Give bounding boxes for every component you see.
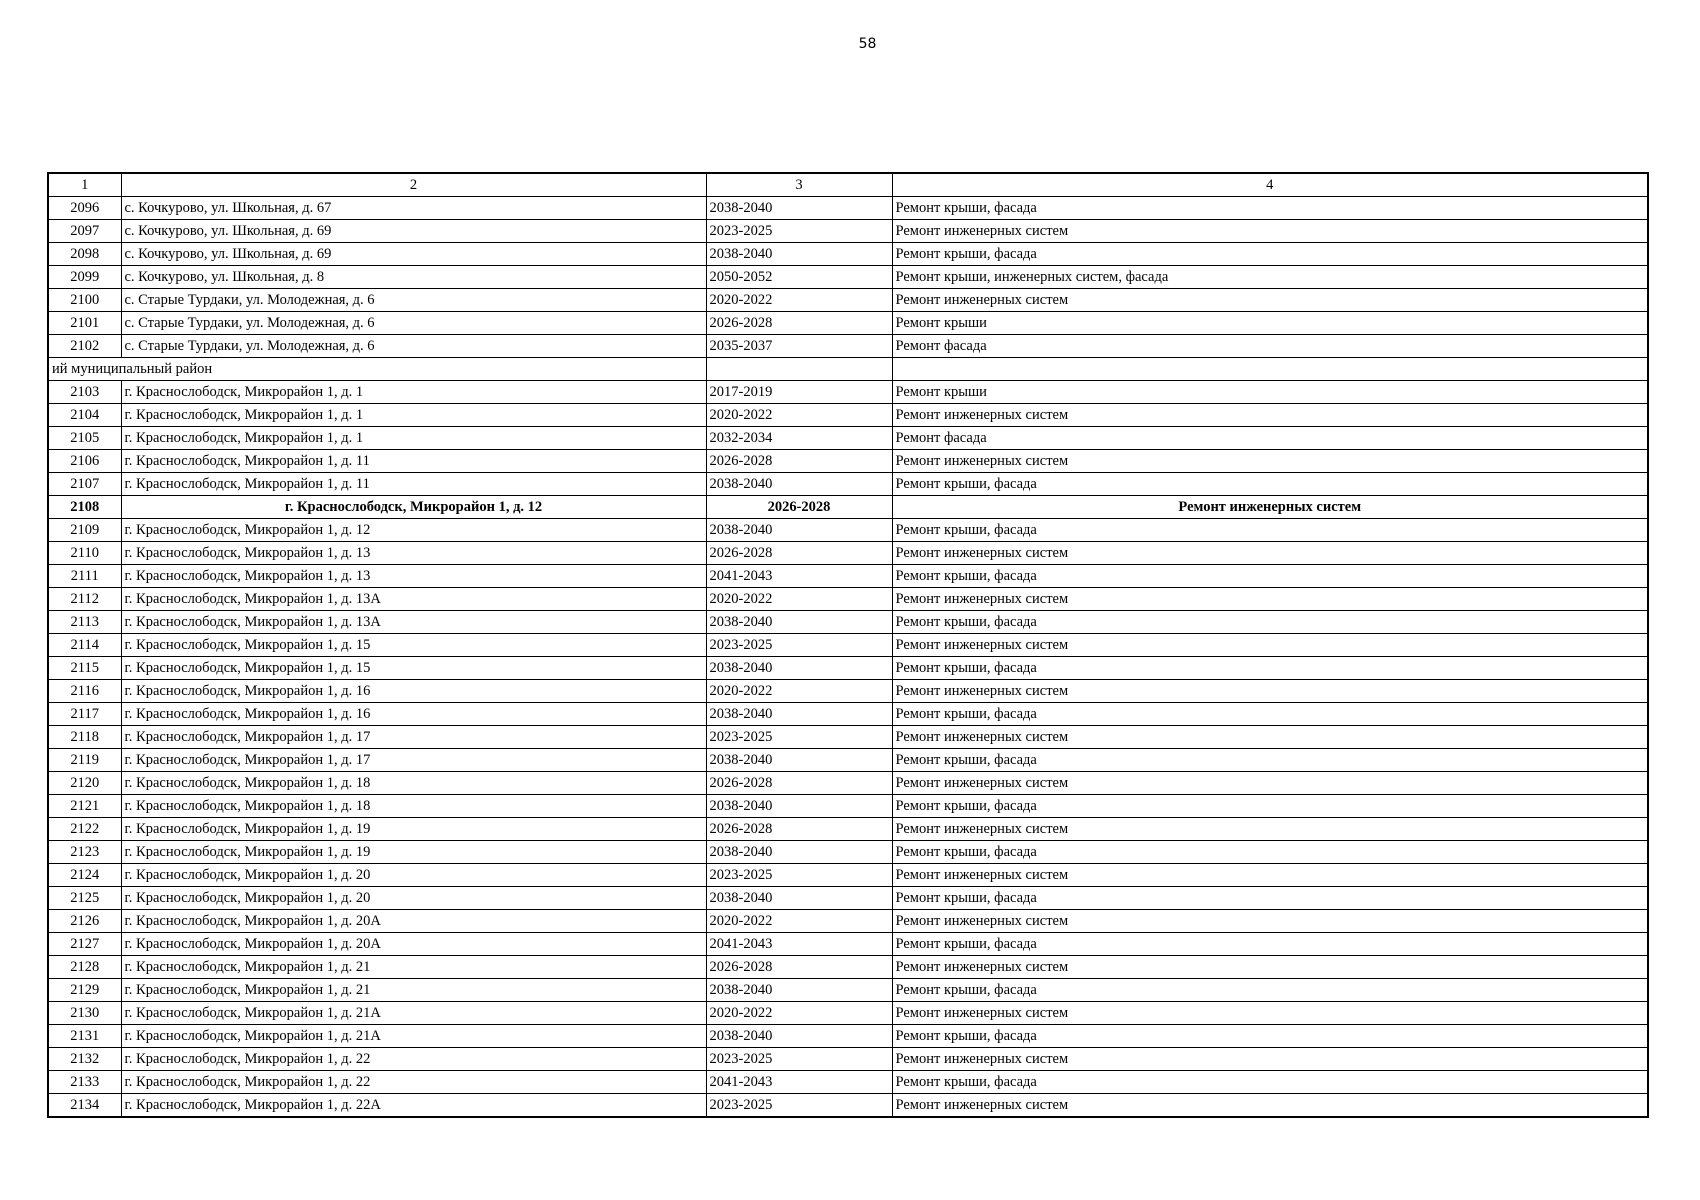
row-work-type: Ремонт крыши, фасада <box>892 979 1648 1002</box>
section-title: ий муниципальный район <box>48 358 706 381</box>
row-period: 2020-2022 <box>706 680 892 703</box>
row-number: 2101 <box>48 312 121 335</box>
table-row <box>48 772 1648 795</box>
row-work-type: Ремонт инженерных систем <box>892 496 1648 519</box>
row-number: 2103 <box>48 381 121 404</box>
row-period: 2023-2025 <box>706 1048 892 1071</box>
row-number: 2122 <box>48 818 121 841</box>
row-address: г. Краснослободск, Микрорайон 1, д. 18 <box>121 795 706 818</box>
table-row <box>48 519 1648 542</box>
row-period: 2038-2040 <box>706 197 892 220</box>
row-address: г. Краснослободск, Микрорайон 1, д. 11 <box>121 473 706 496</box>
row-address: г. Краснослободск, Микрорайон 1, д. 20А <box>121 933 706 956</box>
row-address: г. Краснослободск, Микрорайон 1, д. 21 <box>121 956 706 979</box>
table-row <box>48 197 1648 220</box>
row-work-type: Ремонт инженерных систем <box>892 864 1648 887</box>
row-period: 2038-2040 <box>706 519 892 542</box>
row-period: 2038-2040 <box>706 657 892 680</box>
row-address: г. Краснослободск, Микрорайон 1, д. 11 <box>121 450 706 473</box>
row-address: г. Краснослободск, Микрорайон 1, д. 20 <box>121 864 706 887</box>
table-row <box>48 910 1648 933</box>
row-work-type: Ремонт крыши, фасада <box>892 473 1648 496</box>
row-number: 2126 <box>48 910 121 933</box>
table-row <box>48 266 1648 289</box>
row-number: 2129 <box>48 979 121 1002</box>
empty-cell <box>892 358 1648 381</box>
row-number: 2124 <box>48 864 121 887</box>
row-number: 2131 <box>48 1025 121 1048</box>
column-number: 1 <box>48 173 121 197</box>
row-work-type: Ремонт инженерных систем <box>892 726 1648 749</box>
row-work-type: Ремонт крыши, фасада <box>892 657 1648 680</box>
row-work-type: Ремонт инженерных систем <box>892 818 1648 841</box>
row-address: г. Краснослободск, Микрорайон 1, д. 17 <box>121 726 706 749</box>
row-number: 2107 <box>48 473 121 496</box>
row-address: г. Краснослободск, Микрорайон 1, д. 15 <box>121 634 706 657</box>
row-period: 2026-2028 <box>706 450 892 473</box>
row-period: 2038-2040 <box>706 887 892 910</box>
row-address: с. Кочкурово, ул. Школьная, д. 69 <box>121 220 706 243</box>
table-row <box>48 1048 1648 1071</box>
row-work-type: Ремонт крыши, фасада <box>892 1071 1648 1094</box>
row-work-type: Ремонт крыши, инженерных систем, фасада <box>892 266 1648 289</box>
table-row <box>48 1071 1648 1094</box>
row-number: 2096 <box>48 197 121 220</box>
row-number: 2108 <box>48 496 121 519</box>
row-number: 2121 <box>48 795 121 818</box>
row-address: г. Краснослободск, Микрорайон 1, д. 21 <box>121 979 706 1002</box>
table-row <box>48 496 1648 519</box>
row-number: 2118 <box>48 726 121 749</box>
row-work-type: Ремонт крыши, фасада <box>892 795 1648 818</box>
row-work-type: Ремонт крыши, фасада <box>892 887 1648 910</box>
table-row <box>48 542 1648 565</box>
row-number: 2127 <box>48 933 121 956</box>
row-number: 2109 <box>48 519 121 542</box>
row-period: 2038-2040 <box>706 795 892 818</box>
row-work-type: Ремонт крыши, фасада <box>892 841 1648 864</box>
row-address: с. Старые Турдаки, ул. Молодежная, д. 6 <box>121 312 706 335</box>
row-work-type: Ремонт крыши, фасада <box>892 749 1648 772</box>
row-address: с. Кочкурово, ул. Школьная, д. 69 <box>121 243 706 266</box>
row-address: с. Старые Турдаки, ул. Молодежная, д. 6 <box>121 335 706 358</box>
row-work-type: Ремонт крыши, фасада <box>892 1025 1648 1048</box>
table-row <box>48 657 1648 680</box>
row-number: 2128 <box>48 956 121 979</box>
row-period: 2023-2025 <box>706 726 892 749</box>
row-work-type: Ремонт инженерных систем <box>892 910 1648 933</box>
row-work-type: Ремонт инженерных систем <box>892 450 1648 473</box>
row-address: г. Краснослободск, Микрорайон 1, д. 20 <box>121 887 706 910</box>
register-table <box>47 172 1649 1118</box>
row-period: 2038-2040 <box>706 749 892 772</box>
row-period: 2035-2037 <box>706 335 892 358</box>
row-period: 2020-2022 <box>706 404 892 427</box>
row-period: 2032-2034 <box>706 427 892 450</box>
row-number: 2098 <box>48 243 121 266</box>
row-number: 2132 <box>48 1048 121 1071</box>
row-work-type: Ремонт крыши, фасада <box>892 197 1648 220</box>
row-period: 2026-2028 <box>706 772 892 795</box>
row-number: 2125 <box>48 887 121 910</box>
row-period: 2020-2022 <box>706 910 892 933</box>
row-work-type: Ремонт крыши, фасада <box>892 519 1648 542</box>
row-number: 2104 <box>48 404 121 427</box>
row-period: 2020-2022 <box>706 1002 892 1025</box>
row-work-type: Ремонт крыши, фасада <box>892 703 1648 726</box>
row-work-type: Ремонт инженерных систем <box>892 772 1648 795</box>
table-row <box>48 864 1648 887</box>
table-row <box>48 634 1648 657</box>
row-number: 2097 <box>48 220 121 243</box>
table-row <box>48 1002 1648 1025</box>
row-address: г. Краснослободск, Микрорайон 1, д. 13 <box>121 542 706 565</box>
table-row <box>48 703 1648 726</box>
row-work-type: Ремонт крыши, фасада <box>892 243 1648 266</box>
row-number: 2115 <box>48 657 121 680</box>
row-period: 2038-2040 <box>706 979 892 1002</box>
row-period: 2026-2028 <box>706 542 892 565</box>
row-number: 2114 <box>48 634 121 657</box>
table-row <box>48 381 1648 404</box>
row-address: г. Краснослободск, Микрорайон 1, д. 20А <box>121 910 706 933</box>
table-row <box>48 726 1648 749</box>
row-period: 2026-2028 <box>706 818 892 841</box>
table-row <box>48 680 1648 703</box>
row-period: 2038-2040 <box>706 243 892 266</box>
row-work-type: Ремонт инженерных систем <box>892 634 1648 657</box>
row-address: г. Краснослободск, Микрорайон 1, д. 13А <box>121 588 706 611</box>
row-work-type: Ремонт инженерных систем <box>892 220 1648 243</box>
row-number: 2099 <box>48 266 121 289</box>
row-address: с. Кочкурово, ул. Школьная, д. 8 <box>121 266 706 289</box>
row-work-type: Ремонт крыши, фасада <box>892 565 1648 588</box>
row-number: 2102 <box>48 335 121 358</box>
row-period: 2041-2043 <box>706 565 892 588</box>
column-number: 4 <box>892 173 1648 197</box>
row-work-type: Ремонт инженерных систем <box>892 404 1648 427</box>
row-period: 2038-2040 <box>706 703 892 726</box>
row-number: 2110 <box>48 542 121 565</box>
row-work-type: Ремонт инженерных систем <box>892 289 1648 312</box>
row-work-type: Ремонт крыши <box>892 381 1648 404</box>
row-address: г. Краснослободск, Микрорайон 1, д. 22 <box>121 1048 706 1071</box>
table-row <box>48 611 1648 634</box>
row-work-type: Ремонт фасада <box>892 335 1648 358</box>
table-row <box>48 956 1648 979</box>
row-number: 2100 <box>48 289 121 312</box>
row-number: 2111 <box>48 565 121 588</box>
column-number-row <box>48 173 1648 197</box>
section-row <box>48 358 1648 381</box>
row-period: 2041-2043 <box>706 1071 892 1094</box>
row-period: 2038-2040 <box>706 1025 892 1048</box>
table-row <box>48 887 1648 910</box>
table-row <box>48 565 1648 588</box>
row-work-type: Ремонт крыши, фасада <box>892 611 1648 634</box>
row-address: г. Краснослободск, Микрорайон 1, д. 16 <box>121 680 706 703</box>
table-row <box>48 841 1648 864</box>
page-number: 58 <box>858 36 877 52</box>
column-number: 3 <box>706 173 892 197</box>
row-address: г. Краснослободск, Микрорайон 1, д. 13 <box>121 565 706 588</box>
empty-cell <box>706 358 892 381</box>
row-work-type: Ремонт инженерных систем <box>892 542 1648 565</box>
row-number: 2130 <box>48 1002 121 1025</box>
row-work-type: Ремонт фасада <box>892 427 1648 450</box>
row-period: 2041-2043 <box>706 933 892 956</box>
row-period: 2020-2022 <box>706 289 892 312</box>
table-row <box>48 335 1648 358</box>
row-address: г. Краснослободск, Микрорайон 1, д. 13А <box>121 611 706 634</box>
row-address: г. Краснослободск, Микрорайон 1, д. 15 <box>121 657 706 680</box>
row-work-type: Ремонт инженерных систем <box>892 1094 1648 1118</box>
table-row <box>48 749 1648 772</box>
row-address: г. Краснослободск, Микрорайон 1, д. 19 <box>121 841 706 864</box>
table-row <box>48 450 1648 473</box>
row-number: 2119 <box>48 749 121 772</box>
row-period: 2023-2025 <box>706 220 892 243</box>
row-period: 2026-2028 <box>706 496 892 519</box>
table-body <box>48 173 1648 1117</box>
row-address: г. Краснослободск, Микрорайон 1, д. 1 <box>121 427 706 450</box>
table-row <box>48 588 1648 611</box>
row-address: г. Краснослободск, Микрорайон 1, д. 21А <box>121 1002 706 1025</box>
table-row <box>48 818 1648 841</box>
row-work-type: Ремонт инженерных систем <box>892 1002 1648 1025</box>
row-address: с. Кочкурово, ул. Школьная, д. 67 <box>121 197 706 220</box>
table-row <box>48 979 1648 1002</box>
row-address: г. Краснослободск, Микрорайон 1, д. 22А <box>121 1094 706 1118</box>
row-address: г. Краснослободск, Микрорайон 1, д. 21А <box>121 1025 706 1048</box>
table-row <box>48 933 1648 956</box>
table-row <box>48 220 1648 243</box>
row-period: 2023-2025 <box>706 1094 892 1118</box>
row-number: 2123 <box>48 841 121 864</box>
row-work-type: Ремонт инженерных систем <box>892 680 1648 703</box>
table-row <box>48 1094 1648 1118</box>
row-number: 2113 <box>48 611 121 634</box>
row-address: г. Краснослободск, Микрорайон 1, д. 1 <box>121 381 706 404</box>
row-period: 2050-2052 <box>706 266 892 289</box>
table-row <box>48 243 1648 266</box>
row-period: 2038-2040 <box>706 611 892 634</box>
row-period: 2020-2022 <box>706 588 892 611</box>
row-address: г. Краснослободск, Микрорайон 1, д. 17 <box>121 749 706 772</box>
row-number: 2120 <box>48 772 121 795</box>
row-address: г. Краснослободск, Микрорайон 1, д. 19 <box>121 818 706 841</box>
row-address: г. Краснослободск, Микрорайон 1, д. 12 <box>121 519 706 542</box>
row-address: г. Краснослободск, Микрорайон 1, д. 1 <box>121 404 706 427</box>
table-row <box>48 289 1648 312</box>
row-period: 2038-2040 <box>706 841 892 864</box>
row-address: г. Краснослободск, Микрорайон 1, д. 16 <box>121 703 706 726</box>
row-work-type: Ремонт инженерных систем <box>892 956 1648 979</box>
row-number: 2133 <box>48 1071 121 1094</box>
row-number: 2105 <box>48 427 121 450</box>
row-work-type: Ремонт крыши, фасада <box>892 933 1648 956</box>
row-number: 2106 <box>48 450 121 473</box>
table-row <box>48 404 1648 427</box>
row-period: 2038-2040 <box>706 473 892 496</box>
table-row <box>48 1025 1648 1048</box>
column-number: 2 <box>121 173 706 197</box>
row-address: г. Краснослободск, Микрорайон 1, д. 12 <box>121 496 706 519</box>
row-work-type: Ремонт инженерных систем <box>892 588 1648 611</box>
row-address: с. Старые Турдаки, ул. Молодежная, д. 6 <box>121 289 706 312</box>
row-number: 2112 <box>48 588 121 611</box>
row-address: г. Краснослободск, Микрорайон 1, д. 18 <box>121 772 706 795</box>
table-row <box>48 427 1648 450</box>
table-row <box>48 795 1648 818</box>
row-period: 2026-2028 <box>706 956 892 979</box>
row-number: 2134 <box>48 1094 121 1118</box>
row-period: 2023-2025 <box>706 634 892 657</box>
row-period: 2023-2025 <box>706 864 892 887</box>
row-number: 2117 <box>48 703 121 726</box>
row-work-type: Ремонт крыши <box>892 312 1648 335</box>
row-period: 2026-2028 <box>706 312 892 335</box>
table-row <box>48 473 1648 496</box>
row-period: 2017-2019 <box>706 381 892 404</box>
row-number: 2116 <box>48 680 121 703</box>
row-address: г. Краснослободск, Микрорайон 1, д. 22 <box>121 1071 706 1094</box>
row-work-type: Ремонт инженерных систем <box>892 1048 1648 1071</box>
table-row <box>48 312 1648 335</box>
